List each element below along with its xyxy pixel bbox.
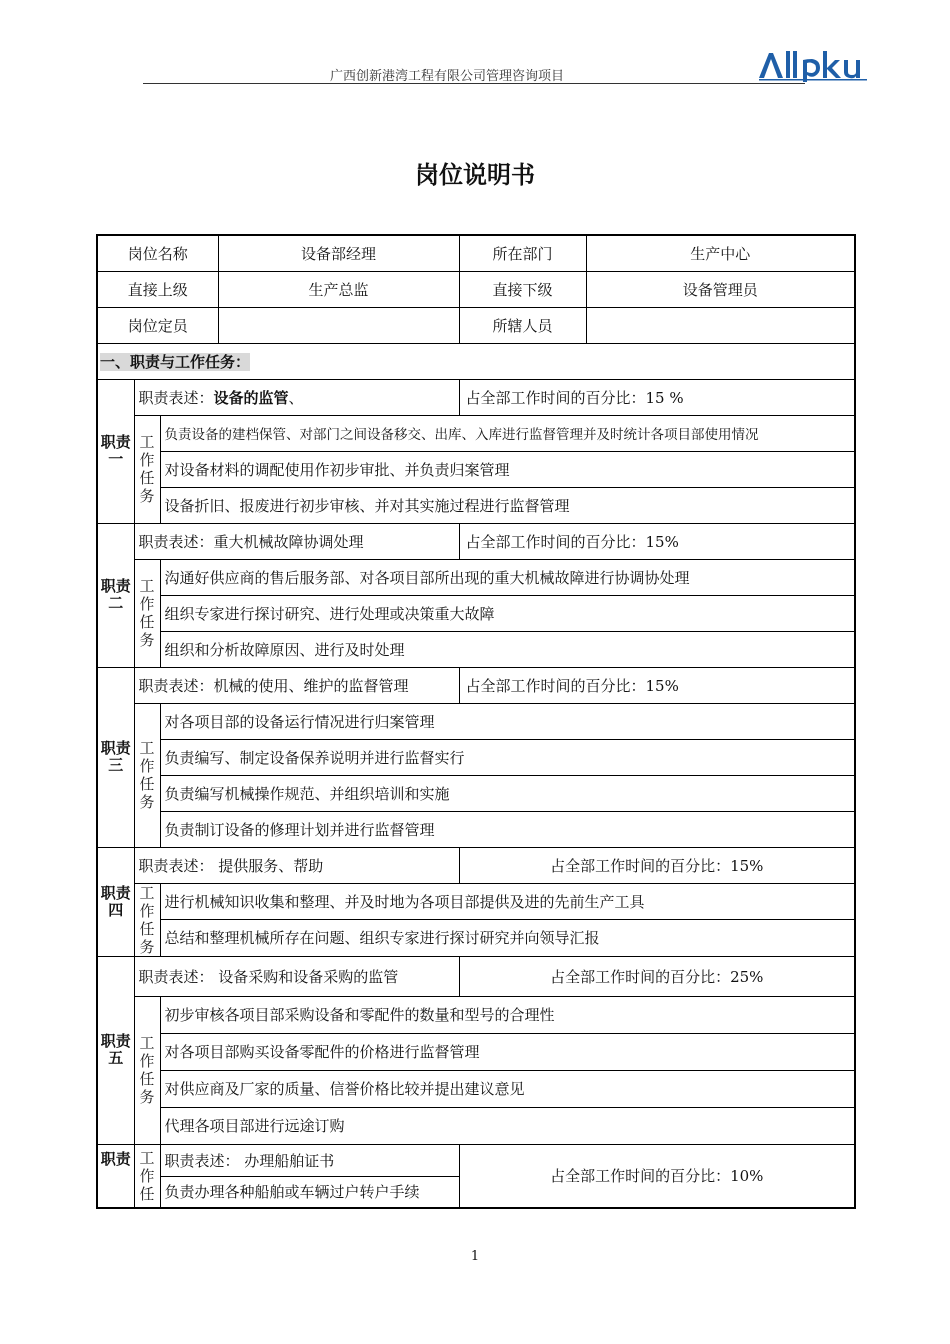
task-row [97, 996, 855, 1033]
duty-4-desc-row [97, 847, 855, 883]
header-divider [143, 83, 805, 84]
task-row [97, 775, 855, 811]
duty-2-task-label: 工作任务 [134, 559, 160, 667]
duty-5-task-3: 对供应商及厂家的质量、信誉价格比较并提出建议意见 [160, 1070, 855, 1107]
job-description-table [96, 234, 856, 1209]
duty-1-task-3: 设备折旧、报废进行初步审核、并对其实施过程进行监督管理 [160, 487, 855, 523]
duty-6-task-1: 负责办理各种船舶或车辆过户转户手续 [160, 1176, 459, 1208]
header-project-name: 广西创新港湾工程有限公司管理咨询项目 [330, 69, 565, 84]
label-position: 岗位名称 [97, 235, 218, 271]
duty-6-task-label: 工作任 [134, 1144, 160, 1208]
duty-5-percentage: 占全部工作时间的百分比：25% [459, 956, 855, 996]
duty-1-label: 职责一 [97, 379, 134, 523]
duty-1-task-label: 工作任务 [134, 415, 160, 523]
page-number: 1 [470, 1249, 480, 1264]
duty-5-task-4: 代理各项目部进行远途订购 [160, 1107, 855, 1144]
value-staff [586, 307, 855, 343]
duty-5-task-label: 工作任务 [134, 996, 160, 1144]
duty-1-task-1: 负责设备的建档保管、对部门之间设备移交、出库、入库进行监督管理并及时统计各项目部使用情况 [160, 415, 855, 451]
task-row [97, 739, 855, 775]
duty-3-task-4: 负责制订设备的修理计划并进行监督管理 [160, 811, 855, 847]
duty-5-desc-row [97, 956, 855, 996]
duty-1-task-2: 对设备材料的调配使用作初步审批、并负责归案管理 [160, 451, 855, 487]
duty-6-desc: 职责表述： 办理船舶证书 [160, 1144, 459, 1176]
task-row [97, 415, 855, 451]
duty-3-task-label: 工作任务 [134, 703, 160, 847]
duty-2-desc-row [97, 523, 855, 559]
task-row [97, 595, 855, 631]
duty-2-label: 职责二 [97, 523, 134, 667]
duty-2-task-2: 组织专家进行探讨研究、进行处理或决策重大故障 [160, 595, 855, 631]
duty-5-label: 职责五 [97, 956, 134, 1144]
task-row [97, 487, 855, 523]
info-row-2 [97, 271, 855, 307]
task-row [97, 559, 855, 595]
duty-3-task-1: 对各项目部的设备运行情况进行归案管理 [160, 703, 855, 739]
duty-4-label: 职责四 [97, 847, 134, 956]
duty-2-percentage: 占全部工作时间的百分比：15% [459, 523, 855, 559]
section-header-row [97, 343, 855, 379]
info-row-3 [97, 307, 855, 343]
duty-2-task-1: 沟通好供应商的售后服务部、对各项目部所出现的重大机械故障进行协调协处理 [160, 559, 855, 595]
duty-4-task-label: 工作任务 [134, 883, 160, 956]
duty-4-percentage: 占全部工作时间的百分比：15% [459, 847, 855, 883]
duty-5-task-2: 对各项目部购买设备零配件的价格进行监督管理 [160, 1033, 855, 1070]
duty-3-percentage: 占全部工作时间的百分比：15% [459, 667, 855, 703]
section-title: 一、职责与工作任务： [97, 343, 855, 379]
task-row [97, 451, 855, 487]
value-department: 生产中心 [586, 235, 855, 271]
task-row [97, 1107, 855, 1144]
duty-5-desc: 职责表述： 设备采购和设备采购的监管 [134, 956, 459, 996]
duty-5-task-1: 初步审核各项目部采购设备和零配件的数量和型号的合理性 [160, 996, 855, 1033]
document-title: 岗位说明书 [415, 161, 535, 189]
value-quota [218, 307, 459, 343]
duty-4-task-1: 进行机械知识收集和整理、并及时地为各项目部提供及进的先前生产工具 [160, 883, 855, 920]
label-department: 所在部门 [459, 235, 586, 271]
task-row [97, 811, 855, 847]
value-subordinate: 设备管理员 [586, 271, 855, 307]
task-row [97, 703, 855, 739]
value-superior: 生产总监 [218, 271, 459, 307]
duty-2-task-3: 组织和分析故障原因、进行及时处理 [160, 631, 855, 667]
label-quota: 岗位定员 [97, 307, 218, 343]
label-subordinate: 直接下级 [459, 271, 586, 307]
duty-4-desc: 职责表述： 提供服务、帮助 [134, 847, 459, 883]
duty-1-percentage: 占全部工作时间的百分比：15 % [459, 379, 855, 415]
task-row [97, 631, 855, 667]
task-row [97, 1033, 855, 1070]
duty-2-desc: 职责表述：重大机械故障协调处理 [134, 523, 459, 559]
label-superior: 直接上级 [97, 271, 218, 307]
label-staff: 所辖人员 [459, 307, 586, 343]
value-position: 设备部经理 [218, 235, 459, 271]
duty-6-label: 职责 [97, 1144, 134, 1208]
duty-3-desc: 职责表述：机械的使用、维护的监督管理 [134, 667, 459, 703]
duty-3-task-3: 负责编写机械操作规范、并组织培训和实施 [160, 775, 855, 811]
duty-3-label: 职责三 [97, 667, 134, 847]
task-row [97, 1070, 855, 1107]
duty-6-desc-row [97, 1144, 855, 1176]
duty-3-task-2: 负责编写、制定设备保养说明并进行监督实行 [160, 739, 855, 775]
task-row [97, 883, 855, 920]
duty-3-desc-row [97, 667, 855, 703]
allpku-logo [757, 48, 869, 82]
duty-1-desc: 职责表述：设备的监管、 [134, 379, 459, 415]
duty-6-percentage: 占全部工作时间的百分比：10% [459, 1144, 855, 1208]
info-row-1 [97, 235, 855, 271]
task-row [97, 920, 855, 957]
duty-1-desc-row [97, 379, 855, 415]
duty-4-task-2: 总结和整理机械所存在问题、组织专家进行探讨研究并向领导汇报 [160, 920, 855, 957]
